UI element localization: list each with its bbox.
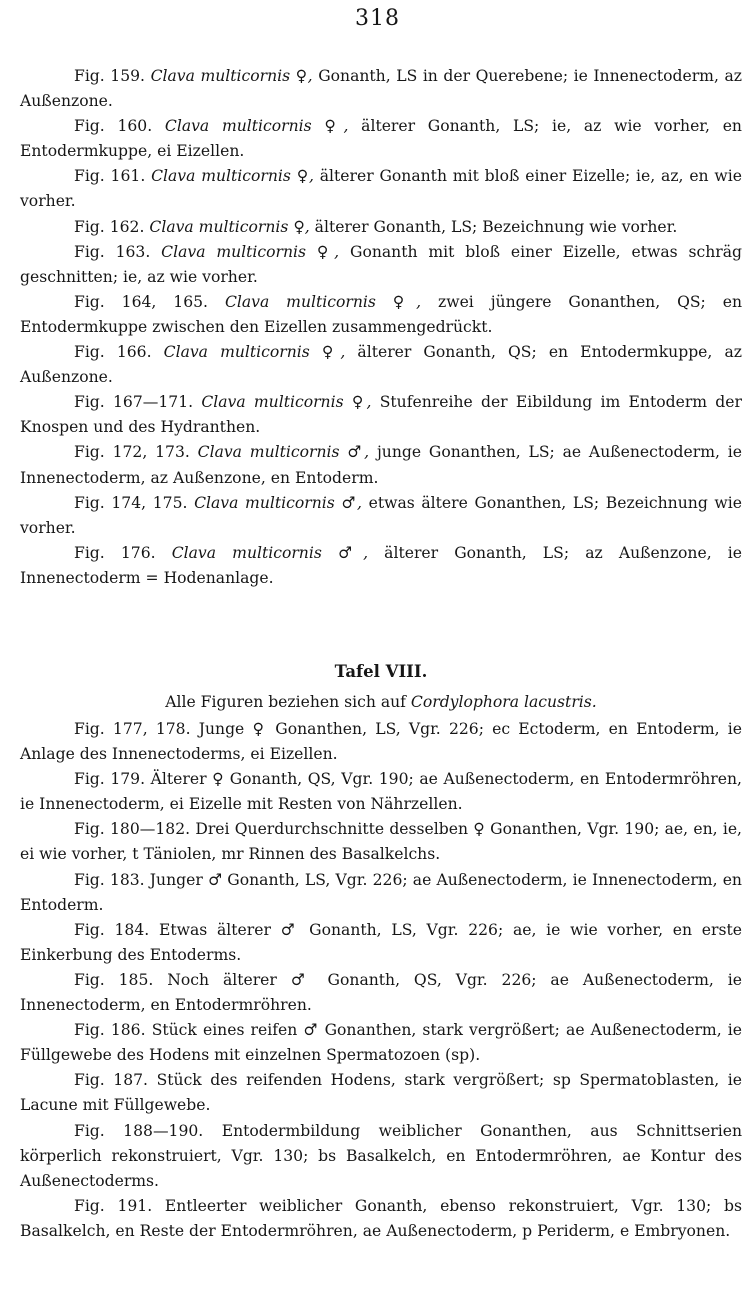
- caption-fig-185: [20, 968, 742, 1018]
- caption-number: Fig. 184.: [74, 920, 150, 939]
- tafel-intro: [20, 690, 742, 715]
- caption-fig-188-190: [20, 1119, 742, 1194]
- caption-fig-160: [20, 114, 742, 164]
- caption-number: Fig. 166.: [74, 343, 152, 362]
- caption-fig-179: [20, 767, 742, 817]
- caption-number: Fig. 177, 178.: [74, 720, 191, 738]
- caption-number: Fig. 183.: [74, 870, 145, 889]
- caption-number: Fig. 159.: [74, 67, 146, 85]
- tafel-heading: Tafel VIII.: [334, 662, 428, 681]
- caption-number: Fig. 174, 175.: [74, 493, 188, 512]
- caption-text: Etwas älterer ♂ Gonanth, LS, Vgr. 226; ae, ie wie vorher, en erste Einkerbung des Entoderms.: [20, 920, 742, 964]
- caption-fig-161: [20, 164, 742, 214]
- caption-text: Junger ♂ Gonanth, LS, Vgr. 226; ae Außenectoderm, ie Innenectoderm, en Entoderm.: [20, 870, 742, 914]
- caption-number: Fig. 179.: [74, 770, 146, 789]
- caption-list-tafel-vii: [20, 64, 742, 591]
- caption-text: älterer Gonanth, LS; ie, az wie vorher, en Entodermkuppe, ei Eizellen.: [20, 117, 742, 161]
- caption-fig-191: [20, 1194, 742, 1244]
- caption-number: Fig. 161.: [74, 167, 146, 186]
- caption-number: Fig. 180—182.: [74, 820, 191, 839]
- caption-text: älterer Gonanth, QS; en Entodermkuppe, az Außenzone.: [20, 343, 742, 387]
- caption-number: Fig. 160.: [74, 117, 153, 136]
- caption-number: Fig. 176.: [74, 543, 156, 562]
- caption-text: Drei Querdurchschnitte desselben ♀ Gonanthen, Vgr. 190; ae, en, ie, ei wie vorher, t Täniolen, mr Rinnen des Basalkelchs.: [20, 820, 743, 864]
- caption-number: Fig. 185.: [74, 970, 154, 989]
- caption-fig-159: [20, 64, 742, 114]
- caption-species: Clava multicornis ♀,: [150, 67, 313, 85]
- caption-text: Entodermbildung weiblicher Gonanthen, aus Schnittserien körperlich rekonstruiert, Vgr. 130; bs Basalkelch, en Entodermröhren, ae Kontur des Außenectoderms.: [20, 1121, 743, 1190]
- tafel-viii-section: [20, 660, 742, 1244]
- caption-text: älterer Gonanth mit bloß einer Eizelle; ie, az, en wie vorher.: [20, 167, 742, 211]
- caption-species: Clava multicornis ♀,: [151, 167, 314, 186]
- tafel-intro-text: Alle Figuren beziehen sich auf: [165, 693, 406, 711]
- caption-text: Noch älterer ♂ Gonanth, QS, Vgr. 226; ae Außenectoderm, ie Innenectoderm, en Entodermröhren.: [20, 970, 742, 1015]
- caption-text: etwas ältere Gonanthen, LS; Bezeichnung wie vorher.: [20, 493, 742, 537]
- caption-number: Fig. 187.: [74, 1071, 149, 1090]
- caption-fig-183: [20, 868, 742, 918]
- caption-number: Fig. 163.: [74, 242, 151, 261]
- caption-text: Junge ♀ Gonanthen, LS, Vgr. 226; ec Ectoderm, en Entoderm, ie Anlage des Innenectoderms, ei Eizellen.: [20, 720, 742, 764]
- caption-species: Clava multicornis ♂,: [194, 493, 362, 512]
- caption-species: Clava multicornis ♀,: [161, 242, 340, 261]
- caption-number: Fig. 188—190.: [74, 1121, 204, 1140]
- caption-fig-172-173: [20, 440, 742, 490]
- caption-fig-187: [20, 1068, 742, 1118]
- caption-species: Clava multicornis ♀,: [164, 117, 349, 136]
- caption-text: Gonanth mit bloß einer Eizelle, etwas schräg geschnitten; ie, az wie vorher.: [20, 242, 742, 286]
- caption-species: Clava multicornis ♀,: [224, 292, 422, 311]
- caption-number: Fig. 191.: [74, 1196, 153, 1215]
- caption-fig-164-165: [20, 290, 742, 340]
- caption-fig-177-178: [20, 717, 742, 767]
- caption-text: Stück eines reifen ♂ Gonanthen, stark vergrößert; ae Außenectoderm, ie Füllgewebe des Hodens mit einzelnen Spermatozoen (sp).: [20, 1021, 742, 1065]
- caption-text: Entleerter weiblicher Gonanth, ebenso rekonstruiert, Vgr. 130; bs Basalkelch, en Reste der Entodermröhren, ae Außenectoderm, p Periderm, e Embryonen.: [20, 1196, 742, 1240]
- caption-species: Clava multicornis ♂,: [197, 443, 370, 462]
- caption-fig-186: [20, 1018, 742, 1068]
- caption-number: Fig. 162.: [74, 217, 145, 236]
- caption-text: älterer Gonanth, LS; Bezeichnung wie vorher.: [314, 217, 678, 236]
- caption-fig-167-171: [20, 390, 742, 440]
- caption-fig-176: [20, 541, 742, 591]
- caption-text: älterer Gonanth, LS; az Außenzone, ie Innenectoderm = Hodenanlage.: [20, 543, 742, 587]
- caption-fig-180-182: [20, 817, 742, 867]
- tafel-intro-species: Cordylophora lacustris.: [410, 693, 597, 711]
- caption-number: Fig. 167—171.: [74, 393, 194, 412]
- caption-species: Clava multicornis ♀,: [163, 343, 346, 362]
- caption-text: zwei jüngere Gonanthen, QS; en Entodermkuppe zwischen den Eizellen zusammengedrückt.: [20, 292, 742, 336]
- caption-fig-163: [20, 240, 742, 290]
- caption-number: Fig. 164, 165.: [74, 292, 209, 311]
- caption-text: Stufenreihe der Eibildung im Entoderm der Knospen und des Hydranthen.: [20, 393, 742, 437]
- caption-fig-166: [20, 340, 742, 390]
- caption-fig-184: [20, 918, 742, 968]
- caption-number: Fig. 172, 173.: [74, 443, 190, 462]
- caption-species: Clava multicornis ♀,: [201, 393, 372, 412]
- caption-number: Fig. 186.: [74, 1021, 146, 1040]
- caption-species: Clava multicornis ♀,: [149, 217, 310, 236]
- caption-text: junge Gonanthen, LS; ae Außenectoderm, ie Innenectoderm, az Außenzone, en Entoderm.: [20, 443, 742, 487]
- caption-text: Gonanth, LS in der Querebene; ie Innenectoderm, az Außenzone.: [20, 67, 742, 111]
- caption-fig-162: [20, 215, 742, 240]
- caption-text: Älterer ♀ Gonanth, QS, Vgr. 190; ae Außenectoderm, en Entodermröhren, ie Innenectoderm, ei Eizelle mit Resten von Nährzellen.: [20, 770, 742, 814]
- page-number: 318: [355, 6, 400, 31]
- caption-text: Stück des reifenden Hodens, stark vergrößert; sp Spermatoblasten, ie Lacune mit Füllgewebe.: [20, 1071, 742, 1115]
- caption-fig-174-175: [20, 491, 742, 541]
- caption-species: Clava multicornis ♂,: [171, 543, 369, 562]
